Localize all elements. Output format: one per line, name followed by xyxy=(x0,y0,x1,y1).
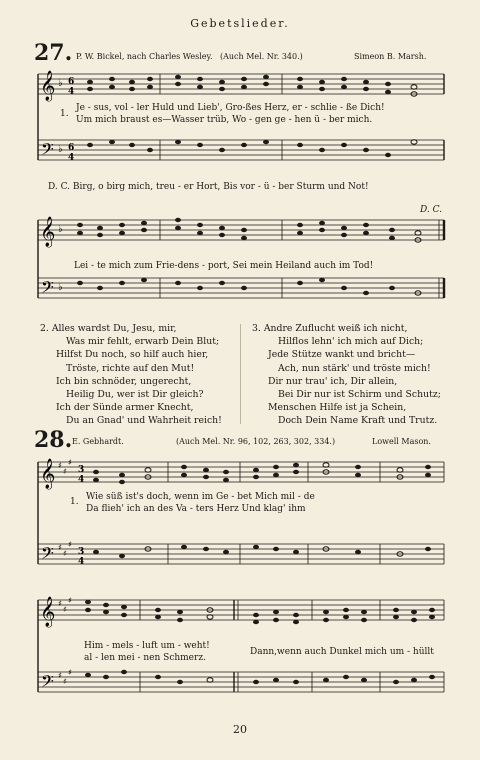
svg-text:♯: ♯ xyxy=(68,596,72,605)
verse-line: Hilflos lehn' ich mich auf Dich; xyxy=(278,336,424,348)
composer: Simeon B. Marsh. xyxy=(354,52,427,61)
composer: Lowell Mason. xyxy=(372,437,431,446)
svg-text:♯: ♯ xyxy=(58,599,62,608)
lyric-line: al - len mei - nen Schmerz. xyxy=(84,653,206,663)
verse-3 xyxy=(252,322,441,428)
svg-text:6: 6 xyxy=(68,143,75,153)
svg-text:♯: ♯ xyxy=(63,605,67,614)
svg-text:4: 4 xyxy=(78,557,85,567)
music-system-3 xyxy=(0,452,480,592)
verse-line: Ach, nun stärk' und tröste mich! xyxy=(278,362,431,374)
verse-line: Du an Gnad' und Wahrheit reich! xyxy=(66,415,222,427)
verse-line: Doch Dein Name Kraft und Trutz. xyxy=(278,415,438,427)
svg-text:♭: ♭ xyxy=(58,144,63,155)
lyric-line: Him - mels - luft um - weht! xyxy=(84,641,210,651)
lyric-line: Dann,wenn auch Dunkel mich um - hüllt xyxy=(250,647,434,657)
svg-text:𝄢: 𝄢 xyxy=(41,543,54,567)
svg-text:𝄞: 𝄞 xyxy=(40,459,56,489)
svg-text:3: 3 xyxy=(78,547,85,557)
verse-line: Jede Stütze wankt und bricht— xyxy=(268,349,416,361)
lyric-line-dc: D. C. Birg, o birg mich, treu - er Hort, Bis vor - ü - ber Sturm und Not! xyxy=(48,182,369,192)
lyric-line: Wie süß ist's doch, wenn im Ge - bet Mich mil - de xyxy=(86,492,315,502)
svg-text:♯: ♯ xyxy=(63,677,67,686)
alt-tune-note: (Auch Mel. Nr. 96, 102, 263, 302, 334.) xyxy=(176,437,336,446)
svg-text:♯: ♯ xyxy=(63,467,67,476)
page-header: Gebetslieder. xyxy=(190,17,290,30)
verse-divider xyxy=(240,324,242,424)
svg-text:♯: ♯ xyxy=(68,458,72,467)
verse-line: Dir nur trau' ich, Dir allein, xyxy=(268,375,398,387)
svg-text:𝄢: 𝄢 xyxy=(41,139,54,163)
hymn-author: P. W. Bickel, nach Charles Wesley. xyxy=(76,52,213,61)
hymn-number: 28. xyxy=(34,427,73,453)
svg-text:♭: ♭ xyxy=(58,224,63,235)
verse-line: 2. Alles wardst Du, Jesu, mir, xyxy=(40,323,177,334)
verse-line: Was mir fehlt, erwarb Dein Blut; xyxy=(66,336,220,348)
svg-text:𝄞: 𝄞 xyxy=(40,597,56,627)
svg-text:4: 4 xyxy=(78,475,85,485)
time-sig-top: 6 xyxy=(68,77,75,87)
verse-line: Menschen Hilfe ist ja Schein, xyxy=(268,402,407,414)
svg-text:3: 3 xyxy=(78,465,85,475)
lyric-line: Je - sus, vol - ler Huld und Lieb', Gro-ßes Herz, er - schlie - ße Dich! xyxy=(76,103,385,113)
svg-text:♯: ♯ xyxy=(58,543,62,552)
lyric-line: Da flieh' ich an des Va - ters Herz Und klag' ihm xyxy=(86,504,306,514)
hymn-number: 27. xyxy=(34,40,73,66)
alt-tune-note: (Auch Mel. Nr. 340.) xyxy=(220,52,303,61)
svg-text:♯: ♯ xyxy=(58,671,62,680)
lyric-line: Lei - te mich zum Frie-dens - port, Sei mein Heiland auch im Tod! xyxy=(74,261,374,271)
svg-text:♯: ♯ xyxy=(63,549,67,558)
svg-text:♯: ♯ xyxy=(68,540,72,549)
svg-text:𝄞: 𝄞 xyxy=(40,217,56,247)
svg-text:𝄞: 𝄞 xyxy=(40,71,56,101)
svg-text:𝄢: 𝄢 xyxy=(41,277,54,301)
svg-text:♭: ♭ xyxy=(58,282,63,293)
verse-line: Heilig Du, wer ist Dir gleich? xyxy=(66,389,204,401)
svg-text:4: 4 xyxy=(68,87,75,97)
svg-text:𝄢: 𝄢 xyxy=(41,671,54,695)
verse-line: Tröste, richte auf den Mut! xyxy=(66,362,195,374)
verse-number: 1. xyxy=(60,109,69,119)
verse-line: Hilfst Du noch, so hilf auch hier, xyxy=(56,349,209,361)
hymn-author: E. Gebhardt. xyxy=(72,437,124,446)
svg-text:4: 4 xyxy=(68,153,75,163)
svg-text:♭: ♭ xyxy=(58,78,63,89)
verse-line: 3. Andre Zuflucht weiß ich nicht, xyxy=(252,323,408,334)
music-system-4 xyxy=(0,594,480,724)
verse-2 xyxy=(40,322,222,428)
page-number: 20 xyxy=(233,723,247,736)
verse-line: Ich der Sünde armer Knecht, xyxy=(56,402,194,414)
svg-text:♯: ♯ xyxy=(68,668,72,677)
verse-line: Bei Dir nur ist Schirm und Schutz; xyxy=(278,389,441,401)
verse-line: Ich bin schnöder, ungerecht, xyxy=(56,375,192,387)
verse-number: 1. xyxy=(70,497,79,507)
svg-text:♯: ♯ xyxy=(58,461,62,470)
lyric-line: Um mich braust es—Wasser trüb, Wo - gen ge - hen ü - ber mich. xyxy=(76,115,373,125)
dc-mark: D. C. xyxy=(420,205,443,215)
